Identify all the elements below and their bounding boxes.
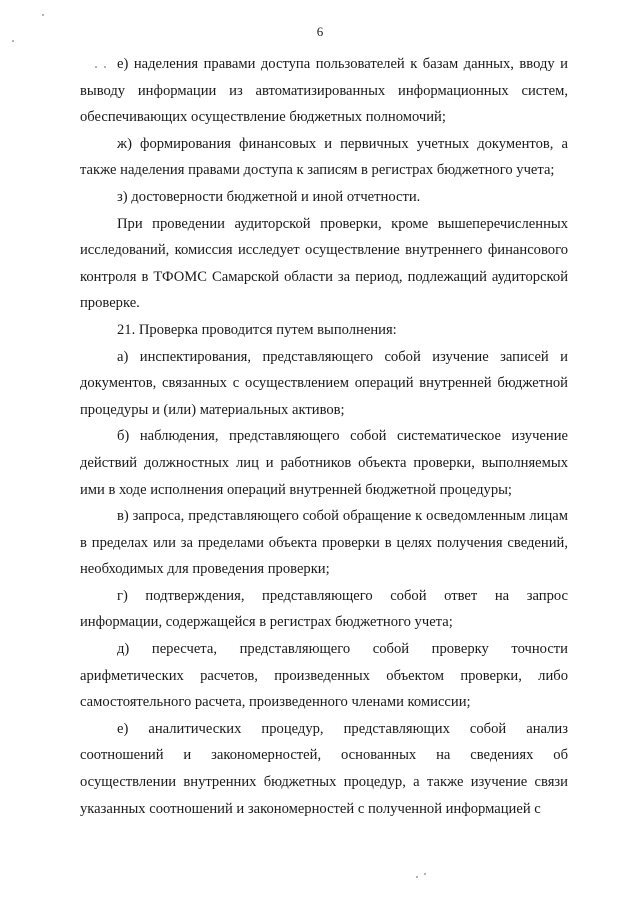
paragraph-21-methods: 21. Проверка проводится путем выполнения: [117,321,397,338]
paragraph-e-analytics: е) аналитических процедур, представляющих собой анализ соотношений и закономерностей, основанных на сведениях об осуществлении внутренних бюджетных процедур, а также изучение связи указанных соотношений и закономерностей с полученной информацией с [80,720,568,817]
scan-speck [424,873,426,875]
paragraph-z-reliability: з) достоверности бюджетной и иной отчетности. [117,188,421,205]
page-number: 6 [316,24,324,39]
document-body [80,51,568,822]
scan-speck [12,40,14,42]
paragraph-audit-scope: При проведении аудиторской проверки, кроме вышеперечисленных исследований, комиссия исследует осуществление внутреннего финансового контроля в ТФОМС Самарской области за период, подлежащий аудиторской проверке. [80,215,568,312]
paragraph-g-confirmation: г) подтверждения, представляющего собой ответ на запрос информации, содержащейся в регистрах бюджетного учета; [80,587,568,631]
paragraph-e-access-rights: е) наделения правами доступа пользователей к базам данных, вводу и выводу информации из автоматизированных информационных систем, обеспечивающих осуществление бюджетных полномочий; [80,56,568,126]
scan-speck [42,14,44,16]
paragraph-zh-documents: ж) формирования финансовых и первичных учетных документов, а также наделения правами доступа к записям в регистрах бюджетного учета; [80,135,568,179]
paragraph-d-recalculation: д) пересчета, представляющего собой проверку точности арифметических расчетов, произведенных объектом проверки, либо самостоятельного расчета, произведенного членами комиссии; [80,641,568,711]
paragraph-b-observation: б) наблюдения, представляющего собой систематическое изучение действий должностных лиц и работников объекта проверки, выполняемых ими в ходе исполнения операций внутренней бюджетной процедуры; [80,428,568,498]
scan-speck [416,876,418,878]
scan-speck [104,66,106,68]
paragraph-a-inspection: а) инспектирования, представляющего собой изучение записей и документов, связанных с осуществлением операций внутренней бюджетной процедуры и (или) материальных активов; [80,348,568,418]
scan-speck [95,66,97,68]
paragraph-v-inquiry: в) запроса, представляющего собой обращение к осведомленным лицам в пределах или за пределами объекта проверки в целях получения сведений, необходимых для проведения проверки; [80,508,568,578]
